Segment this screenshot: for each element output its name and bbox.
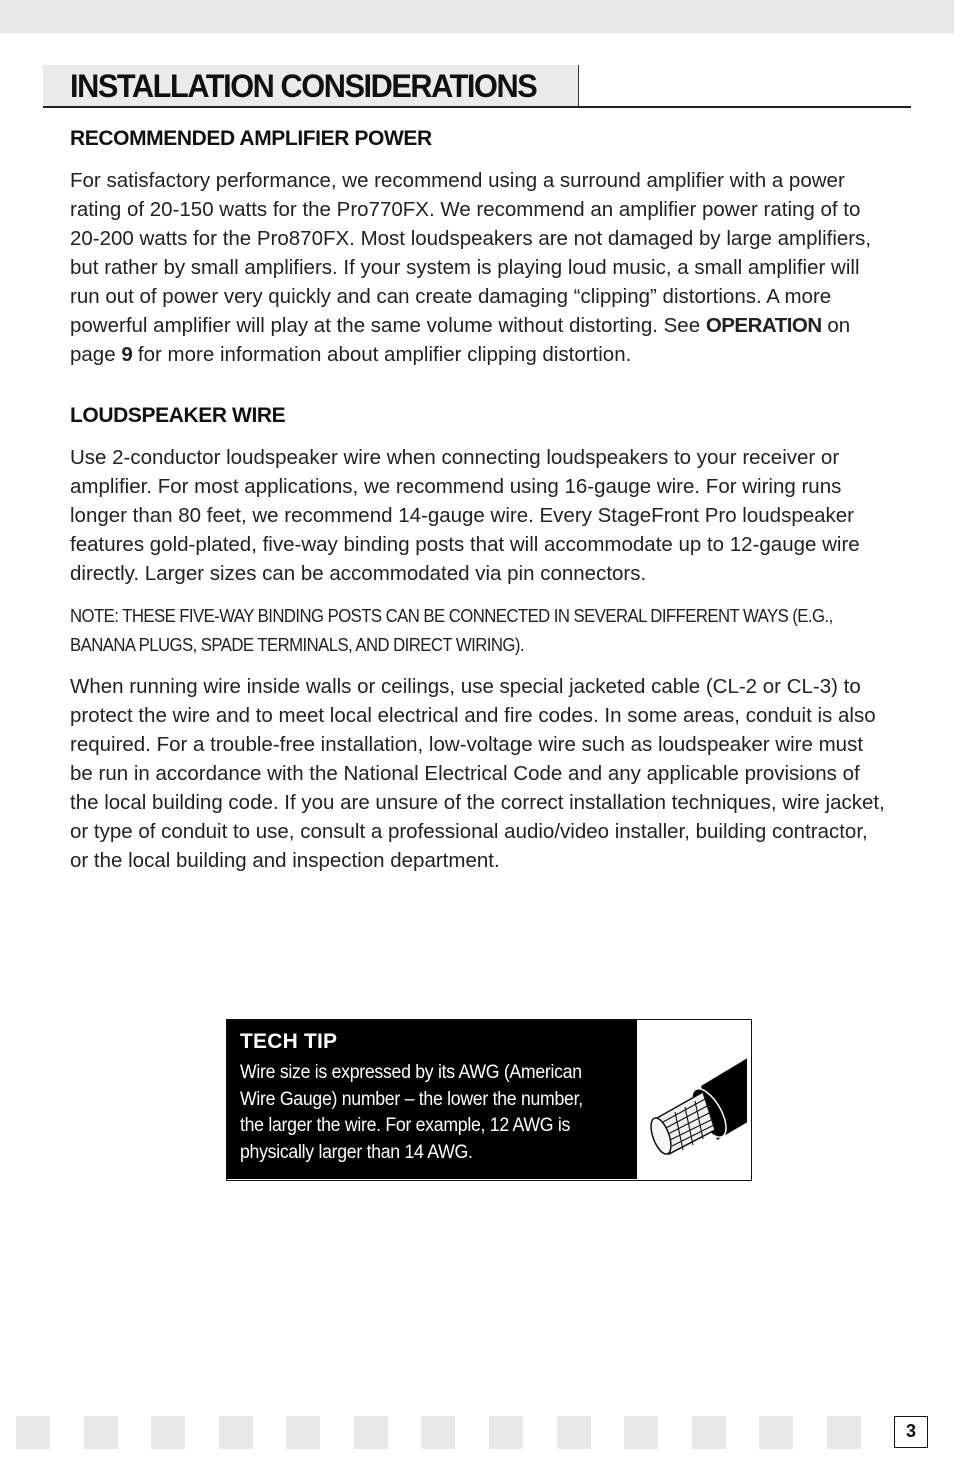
footer-block — [827, 1416, 861, 1449]
top-band — [0, 0, 954, 33]
footer-block — [286, 1416, 320, 1449]
footer-block — [557, 1416, 591, 1449]
footer-block — [421, 1416, 455, 1449]
amplifier-section — [70, 124, 890, 369]
tech-tip-panel — [227, 1020, 637, 1179]
wire-section — [70, 401, 890, 875]
footer-block — [624, 1416, 658, 1449]
footer-block — [489, 1416, 523, 1449]
main-content — [70, 124, 890, 875]
footer-block — [354, 1416, 388, 1449]
wire-paragraph-2: When running wire inside walls or ceilings, use special jacketed cable (CL-2 or CL-3) to protect the wire and to meet local electrical and fire codes. In some areas, conduit is also required. For a trouble-free installation, low-voltage wire such as loudspeaker wire must be run in accordance with the National Electrical Code and any applicable provisions of the local building code. If you are unsure of the correct installation techniques, wire jacket, or type of conduit to use, consult a professional audio/video installer, building contractor, or the local building and inspection department. — [70, 675, 885, 872]
tech-tip-title: TECH TIP — [240, 1030, 338, 1053]
page-number: 3 — [894, 1416, 928, 1448]
amplifier-text-end: for more information about amplifier clipping distortion. — [137, 343, 632, 366]
wire-paragraph-1: Use 2-conductor loudspeaker wire when connecting loudspeakers to your receiver or amplifier. For most applications, we recommend using 16-gauge wire. For wiring runs longer than 80 feet, we recommend 14-gauge wire. Every StageFront Pro loudspeaker features gold-plated, five-way binding posts that will accommodate up to 12-gauge wire directly. Larger sizes can be accommodated via pin connectors. — [70, 446, 860, 585]
footer-block — [692, 1416, 726, 1449]
footer-block — [219, 1416, 253, 1449]
footer-block — [16, 1416, 50, 1449]
footer-block — [759, 1416, 793, 1449]
footer-block — [84, 1416, 118, 1449]
tech-tip-box — [226, 1019, 752, 1181]
operation-reference: OPERATION — [705, 314, 822, 337]
amplifier-paragraph — [70, 166, 890, 369]
on-page-text: on page — [70, 314, 851, 366]
binding-posts-note: NOTE: THESE FIVE-WAY BINDING POSTS CAN BE CONNECTED IN SEVERAL DIFFERENT WAYS (E.G., BANANA PLUGS, SPADE TERMINALS, AND DIRECT WIRING). — [70, 606, 833, 655]
stranded-wire-icon — [639, 1022, 747, 1176]
title-bar — [43, 65, 911, 108]
wire-heading: LOUDSPEAKER WIRE — [70, 404, 286, 427]
title-rule — [43, 106, 911, 108]
amplifier-text-start: For satisfactory performance, we recommend using a surround amplifier with a power rating of 20-150 watts for the Pro770FX. We recommend an amplifier power rating of to 20-200 watts for the Pro870FX. Most loudspeakers are not damaged by large amplifiers, but rather by small amplifiers. If your system is playing loud music, a small amplifier will run out of power very quickly and can create damaging “clipping” distortions. A more powerful amplifier will play at the same volume without distorting. See — [70, 169, 872, 337]
page-reference: 9 — [121, 343, 133, 366]
tech-tip-text: Wire size is expressed by its AWG (American Wire Gauge) number – the lower the number, the larger the wire. For example, 12 AWG is physically larger than 14 AWG. — [240, 1062, 583, 1163]
amplifier-heading: RECOMMENDED AMPLIFIER POWER — [70, 127, 432, 150]
page-title: INSTALLATION CONSIDERATIONS — [70, 68, 537, 104]
footer-block — [151, 1416, 185, 1449]
